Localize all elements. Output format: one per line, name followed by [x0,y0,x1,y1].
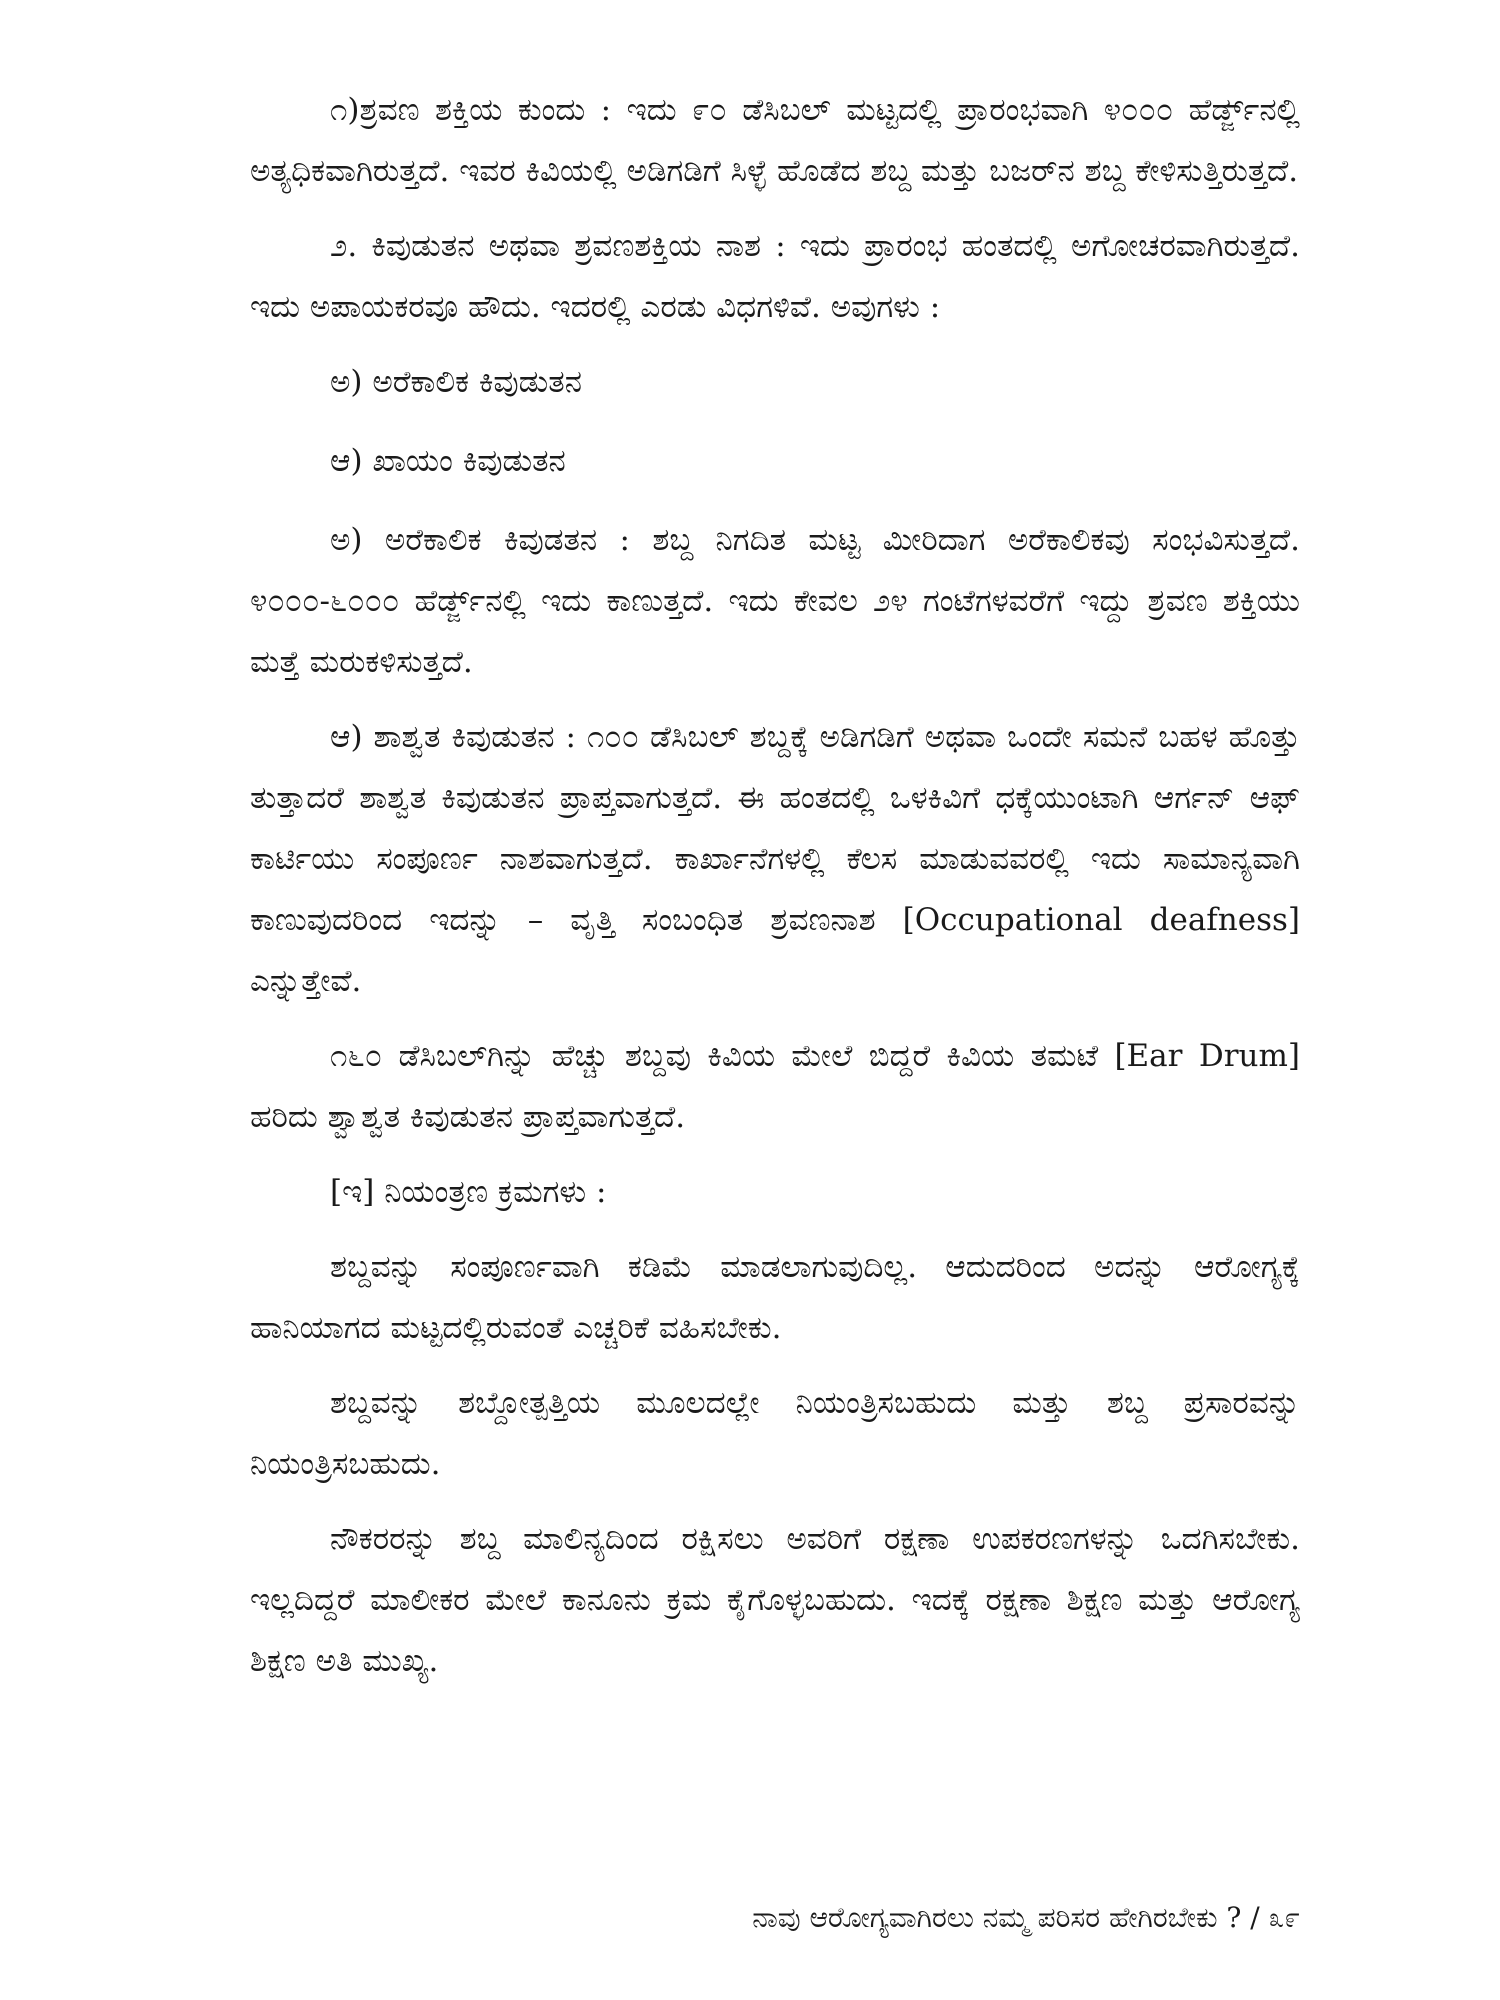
paragraph-hearing-loss: ೧)ಶ್ರವಣ ಶಕ್ತಿಯ ಕುಂದು : ಇದು ೯೦ ಡೆಸಿಬಲ್ ಮಟ್ಟದಲ್ಲಿ ಪ್ರಾರಂಭವಾಗಿ ೪೦೦೦ ಹೆರ್ಡ್ಜ್‌ನಲ್ಲಿ ಅತ್ಯಧಿಕವಾಗಿರುತ್ತದೆ. ಇವರ ಕಿವಿಯಲ್ಲಿ ಅಡಿಗಡಿಗೆ ಸಿಳ್ಳೆ ಹೊಡೆದ ಶಬ್ದ ಮತ್ತು ಬಜರ್‌ನ ಶಬ್ದ ಕೇಳಿಸುತ್ತಿರುತ್ತದೆ. [250,92,1300,189]
paragraph-control-2: ಶಬ್ದವನ್ನು ಶಬ್ದೋತ್ಪತ್ತಿಯ ಮೂಲದಲ್ಲೇ ನಿಯಂತ್ರಿಸಬಹುದು ಮತ್ತು ಶಬ್ದ ಪ್ರಸಾರವನ್ನು ನಿಯಂತ್ರಿಸಬಹುದು. [250,1385,1300,1482]
section-heading-control: [ಇ] ನಿಯಂತ್ರಣ ಕ್ರಮಗಳು : [330,1174,607,1210]
paragraph-control-1: ಶಬ್ದವನ್ನು ಸಂಪೂರ್ಣವಾಗಿ ಕಡಿಮೆ ಮಾಡಲಾಗುವುದಿಲ್ಲ. ಆದುದರಿಂದ ಅದನ್ನು ಆರೋಗ್ಯಕ್ಕೆ ಹಾನಿಯಾಗದ ಮಟ್ಟದಲ್ಲಿರುವಂತೆ ಎಚ್ಚರಿಕೆ ವಹಿಸಬೇಕು. [250,1249,1300,1346]
paragraph-control-3: ನೌಕರರನ್ನು ಶಬ್ದ ಮಾಲಿನ್ಯದಿಂದ ರಕ್ಷಿಸಲು ಅವರಿಗೆ ರಕ್ಷಣಾ ಉಪಕರಣಗಳನ್ನು ಒದಗಿಸಬೇಕು. ಇಲ್ಲದಿದ್ದರೆ ಮಾಲೀಕರ ಮೇಲೆ ಕಾನೂನು ಕ್ರಮ ಕೈಗೊಳ್ಳಬಹುದು. ಇದಕ್ಕೆ ರಕ್ಷಣಾ ಶಿಕ್ಷಣ ಮತ್ತು ಆರೋಗ್ಯ ಶಿಕ್ಷಣ ಅತಿ ಮುಖ್ಯ. [250,1521,1300,1679]
paragraph-temporary-deafness: ಅ) ಅರೆಕಾಲಿಕ ಕಿವುಡತನ : ಶಬ್ದ ನಿಗದಿತ ಮಟ್ಟ ಮೀರಿದಾಗ ಅರೆಕಾಲಿಕವು ಸಂಭವಿಸುತ್ತದೆ. ೪೦೦೦-೬೦೦೦ ಹೆರ್ಡ್ಜ್‌ನಲ್ಲಿ ಇದು ಕಾಣುತ್ತದೆ. ಇದು ಕೇವಲ ೨೪ ಗಂಟೆಗಳವರೆಗೆ ಇದ್ದು ಶ್ರವಣ ಶಕ್ತಿಯು ಮತ್ತೆ ಮರುಕಳಿಸುತ್ತದೆ. [250,522,1300,680]
page-footer: ನಾವು ಆರೋಗ್ಯವಾಗಿರಲು ನಮ್ಮ ಪರಿಸರ ಹೇಗಿರಬೇಕು ? / ೩೯ [752,1901,1300,1934]
paragraph-ear-drum: ೧೬೦ ಡೆಸಿಬಲ್‌ಗಿನ್ನು ಹೆಚ್ಚು ಶಬ್ದವು ಕಿವಿಯ ಮೇಲೆ ಬಿದ್ದರೆ ಕಿವಿಯ ತಮಟೆ [Ear Drum] ಹರಿದು ಶ್ವಾಶ್ವತ ಕಿವುಡುತನ ಪ್ರಾಪ್ತವಾಗುತ್ತದೆ. [250,1038,1300,1135]
list-item-temporary: ಅ) ಅರೆಕಾಲಿಕ ಕಿವುಡುತನ [330,364,582,400]
paragraph-deafness-intro: ೨. ಕಿವುಡುತನ ಅಥವಾ ಶ್ರವಣಶಕ್ತಿಯ ನಾಶ : ಇದು ಪ್ರಾರಂಭ ಹಂತದಲ್ಲಿ ಅಗೋಚರವಾಗಿರುತ್ತದೆ. ಇದು ಅಪಾಯಕರವೂ ಹೌದು. ಇದರಲ್ಲಿ ಎರಡು ವಿಧಗಳಿವೆ. ಅವುಗಳು : [250,228,1300,325]
list-item-permanent: ಆ) ಖಾಯಂ ಕಿವುಡುತನ [330,443,566,479]
paragraph-permanent-deafness: ಆ) ಶಾಶ್ವತ ಕಿವುಡುತನ : ೧೦೦ ಡೆಸಿಬಲ್ ಶಬ್ದಕ್ಕೆ ಅಡಿಗಡಿಗೆ ಅಥವಾ ಒಂದೇ ಸಮನೆ ಬಹಳ ಹೊತ್ತು ತುತ್ತಾದರೆ ಶಾಶ್ವತ ಕಿವುಡುತನ ಪ್ರಾಪ್ತವಾಗುತ್ತದೆ. ಈ ಹಂತದಲ್ಲಿ ಒಳಕಿವಿಗೆ ಧಕ್ಕೆಯುಂಟಾಗಿ ಆರ್ಗನ್ ಆಫ್ ಕಾರ್ಟಿಯು ಸಂಪೂರ್ಣ ನಾಶವಾಗುತ್ತದೆ. ಕಾರ್ಖಾನೆಗಳಲ್ಲಿ ಕೆಲಸ ಮಾಡುವವರಲ್ಲಿ ಇದು ಸಾಮಾನ್ಯವಾಗಿ ಕಾಣುವುದರಿಂದ ಇದನ್ನು – ವೃತ್ತಿ ಸಂಬಂಧಿತ ಶ್ರವಣನಾಶ [Occupational deafness] ಎನ್ನುತ್ತೇವೆ. [250,719,1300,999]
body-text [250,80,1300,1706]
